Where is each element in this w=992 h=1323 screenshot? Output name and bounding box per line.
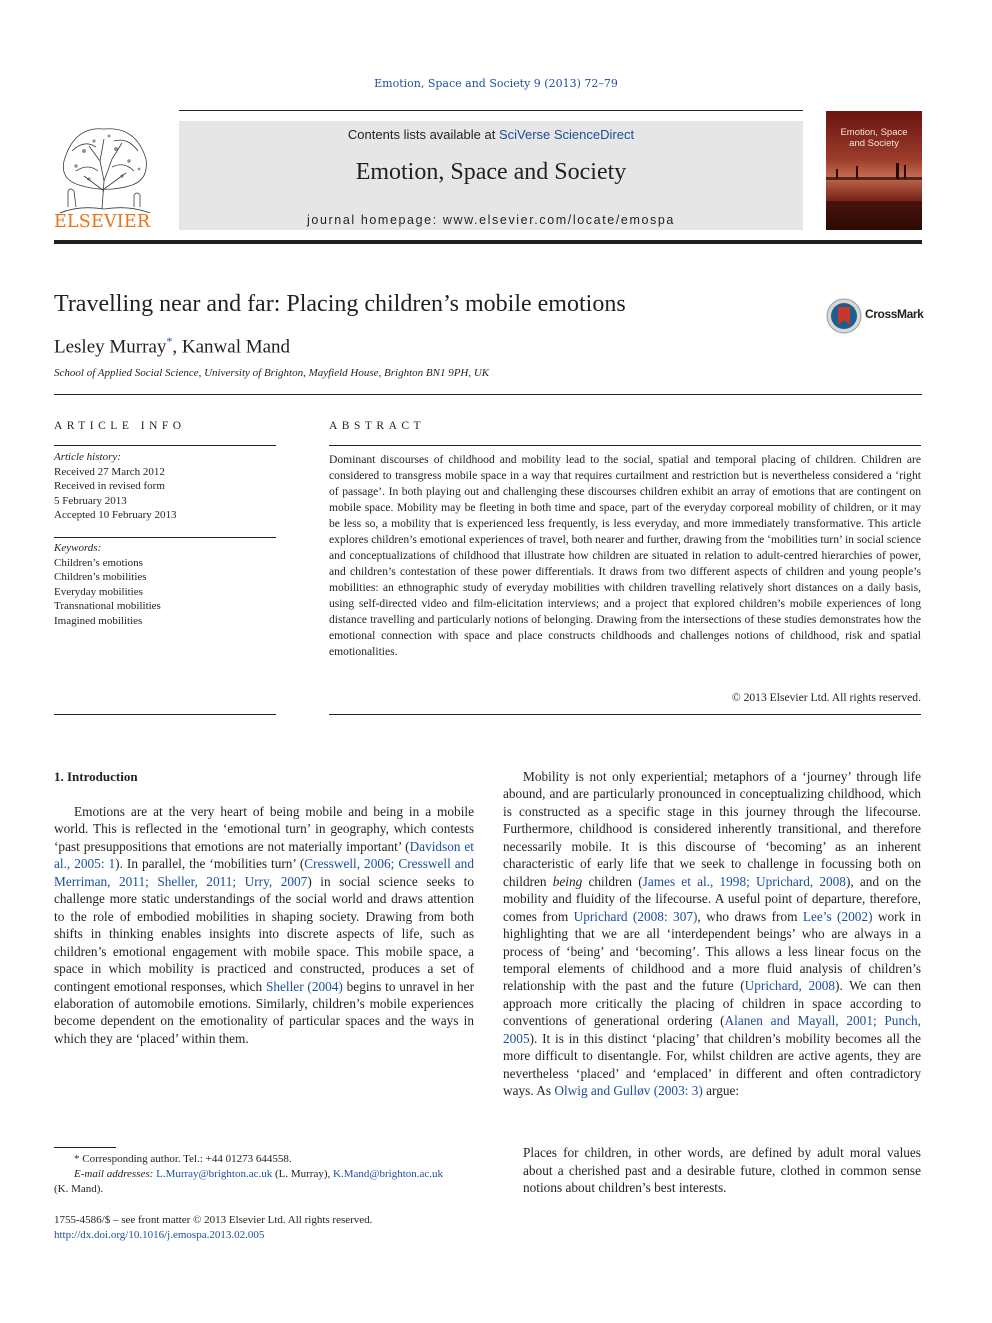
journal-homepage	[179, 213, 803, 227]
author-name: Kanwal Mand	[181, 336, 291, 358]
text-run: begins to unravel in her elaboration of automobile emotions. Similarly, children’s mobile experiences become dependent on the emotionality of particular spaces and the ways in which they are ‘placed’ within them.	[54, 978, 475, 1046]
keywords-rule	[54, 537, 276, 538]
crossmark-icon	[825, 297, 863, 335]
intro-paragraph-1	[54, 803, 474, 1047]
article-info-bottom-rule	[54, 714, 276, 715]
text-run: , who draws from	[697, 908, 803, 924]
footnote-emails	[54, 1167, 474, 1182]
body-column-left	[54, 803, 474, 1047]
block-quote: Places for children, in other words, are defined by adult moral values about a cherished past and a desirable future, clothed in common sense notions about children’s best interests.	[523, 1145, 921, 1195]
author-affiliation: School of Applied Social Science, University of Brighton, Mayfield House, Brighton BN1 9PH, UK	[54, 367, 490, 379]
text-run: ). In parallel, the ‘mobilities turn’ (	[115, 856, 305, 872]
journal-cover-image[interactable]	[826, 111, 922, 230]
abstract-heading: ABSTRACT	[329, 420, 426, 432]
masthead-top-rule	[179, 110, 803, 111]
email-link[interactable]: K.Mand@brighton.ac.uk	[333, 1168, 444, 1180]
history-line: Received 27 March 2012	[54, 465, 165, 478]
crossmark-label: CrossMark	[865, 307, 924, 321]
history-line: 5 February 2013	[54, 494, 127, 507]
footnote-mark: *	[74, 1153, 80, 1165]
abstract-copyright: © 2013 Elsevier Ltd. All rights reserved.	[731, 691, 921, 704]
citation-link[interactable]: Lee’s (2002)	[802, 908, 873, 924]
keyword: Transnational mobilities	[54, 600, 161, 612]
email-link[interactable]: L.Murray@brighton.ac.uk	[156, 1168, 273, 1180]
body-column-right	[503, 768, 921, 1100]
text-run: ). We can then approach more critically the placing of children in space according to conventions of generational ordering (	[503, 978, 921, 1029]
text-run: ), and on the mobility and fluidity of the lifecourse. A useful point of departure, therefore, comes from	[503, 873, 921, 924]
citation-link[interactable]: Davidson et al., 2005: 1	[54, 838, 474, 872]
section-heading-introduction: 1. Introduction	[54, 769, 138, 784]
keyword: Children’s emotions	[54, 556, 143, 569]
abstract-bottom-rule	[329, 714, 921, 715]
homepage-url[interactable]: www.elsevier.com/locate/emospa	[442, 213, 675, 227]
abstract-paragraph: Dominant discourses of childhood and mobility lead to the social, spatial and temporal placing of children. Children are considered to transgress mobile space in a way that requires curtailment and restriction but is nevertheless considered a ‘right of passage’. In both playing out and challenging these discourses children exhibit an array of emotions that are contingent on mobile space. Mobility may be fleeting in both time and space, part of the everyday corporeal mobility of children, or it may be less so, a mobility that is experienced less frequently, is less everyday, and more immediately transformative. This article explores children’s emotional experiences of travel, both nearer and further, drawing from the ‘mobilities turn’ in social science and conceptualizations of childhood that illustrate how children are situated in relation to adult-centred hierarchies of power, and children’s contestation of these power differentials. It draws from two different aspects of children and young people’s mobilities: an ethnographic study of everyday mobilities with children travelling relatively short distances on a daily basis, using self-directed video and film-elicitation interviews; and a project that explored children’s mobile experiences of long distance travelling and particularly notions of belonging. Drawing from the intersections of these studies demonstrates how the emotional connection with space and place constructs childhoods and challenges notions of childhood, risk and spatial emotionalities.	[329, 453, 921, 658]
text-run: Mobility is not only experiential; metaphors of a ‘journey’ through life abound, and are particularly pronounced in conceptualizing childhood, which is constructed as a specific stage in this journey through the lifecourse. Furthermore, childhood is considered inherently transitional, and therefore necessarily mobile. It is this discourse of ‘becoming’ as an inherent characteristic of early life that we seek to challenge in focussing both on children	[503, 769, 921, 889]
front-matter-line: 1755-4586/$ – see front matter © 2013 Elsevier Ltd. All rights reserved.	[54, 1214, 373, 1226]
author-separator: ,	[172, 336, 182, 358]
emphasis-text: being	[552, 873, 583, 889]
abstract-text	[329, 452, 921, 660]
contents-line	[179, 127, 803, 142]
homepage-prefix: journal homepage:	[307, 213, 443, 227]
doi-link[interactable]: http://dx.doi.org/10.1016/j.emospa.2013.02.005	[54, 1229, 265, 1241]
email-owner: (L. Murray),	[274, 1168, 331, 1180]
abstract-rule	[329, 445, 921, 446]
history-line: Received in revised form	[54, 480, 165, 492]
text-run: ) in social science seeks to challenge more static understandings of the social world and draws attention to the role of embodied mobilities in shaping society. Drawing from both shifts in thinking enables insights into discrete aspects of life, such as children’s emotional engagement with mobile space. This mobile space, a space in which mobility is practiced and constructed, produces a set of contingent emotional responses, which	[54, 873, 474, 994]
keyword: Children’s mobilities	[54, 571, 147, 583]
email-label: E-mail addresses:	[74, 1168, 154, 1180]
cover-title-line2: and Society	[849, 138, 899, 149]
crossmark-badge[interactable]	[825, 297, 925, 335]
citation-link[interactable]: Sheller (2004)	[265, 978, 343, 994]
citation-link[interactable]: Uprichard, 2008	[744, 978, 836, 994]
journal-citation[interactable]: Emotion, Space and Society 9 (2013) 72–79	[374, 77, 618, 90]
front-matter	[54, 1213, 372, 1243]
citation-link[interactable]: Alanen and Mayall, 2001; Punch, 2005	[503, 1013, 921, 1046]
author-name: Lesley Murray	[54, 336, 167, 358]
contents-prefix: Contents lists available at	[347, 127, 499, 142]
history-line: Accepted 10 February 2013	[54, 509, 177, 521]
article-info-rule	[54, 445, 276, 446]
footnote-rule	[54, 1147, 116, 1148]
intro-paragraph-2	[503, 768, 921, 1100]
journal-name: Emotion, Space and Society	[355, 159, 627, 185]
citation-link[interactable]: Cresswell, 2006; Cresswell and Merriman, 2011; Sheller, 2011; Urry, 2007	[54, 856, 474, 889]
keywords-block	[54, 541, 161, 628]
text-run: work in highlighting that we are all ‘interdependent beings’ who are always in a process of ‘being’ and ‘becoming’. This allows a less linear focus on the temporal elements of childhood and a more fluid analysis of children’s relationship with the past and the future (	[503, 908, 921, 994]
sciencedirect-link[interactable]: SciVerse ScienceDirect	[498, 127, 635, 142]
history-label: Article history:	[54, 451, 121, 463]
journal-masthead	[179, 121, 803, 230]
keyword: Everyday mobilities	[54, 585, 143, 598]
cover-landscape-art	[826, 111, 922, 230]
masthead-bottom-rule	[54, 240, 922, 244]
author-list	[54, 334, 290, 358]
footnote-email-owner: (K. Mand).	[54, 1183, 104, 1195]
article-info-heading: ARTICLE INFO	[54, 420, 186, 432]
citation-link[interactable]: James et al., 1998; Uprichard, 2008	[642, 873, 846, 889]
corresponding-author-footnote	[54, 1152, 474, 1197]
header-divider	[54, 394, 922, 395]
citation-link[interactable]: Olwig and Gulløv (2003: 3)	[554, 1083, 703, 1099]
text-run: ). It is in this distinct ‘placing’ that children’s mobility becomes all the more difficult to disentangle. For, whilst children are active agents, they are nevertheless ‘placed’ and ‘emplaced’ in different and often contradictory ways. As	[503, 1030, 921, 1099]
footnote-corresponding	[54, 1152, 474, 1167]
article-title: Travelling near and far: Placing children’s mobile emotions	[54, 291, 626, 317]
text-run: Emotions are at the very heart of being mobile and being in a mobile world. This is reflected in the ‘emotional turn’ in geography, which contests ‘past presuppositions that emotions are not materially important’ (	[54, 804, 474, 854]
article-history	[54, 450, 177, 523]
citation-link[interactable]: Uprichard (2008: 307)	[573, 908, 698, 924]
cover-title-line1: Emotion, Space	[840, 127, 908, 138]
corresponding-author-mark[interactable]: *	[166, 334, 173, 348]
keywords-label: Keywords:	[54, 542, 102, 554]
footnote-text: Corresponding author. Tel.: +44 01273 644558.	[82, 1153, 292, 1165]
text-run: argue:	[702, 1083, 740, 1099]
keyword: Imagined mobilities	[54, 614, 143, 627]
text-run: children (	[582, 873, 643, 889]
elsevier-wordmark: ELSEVIER	[54, 212, 151, 232]
